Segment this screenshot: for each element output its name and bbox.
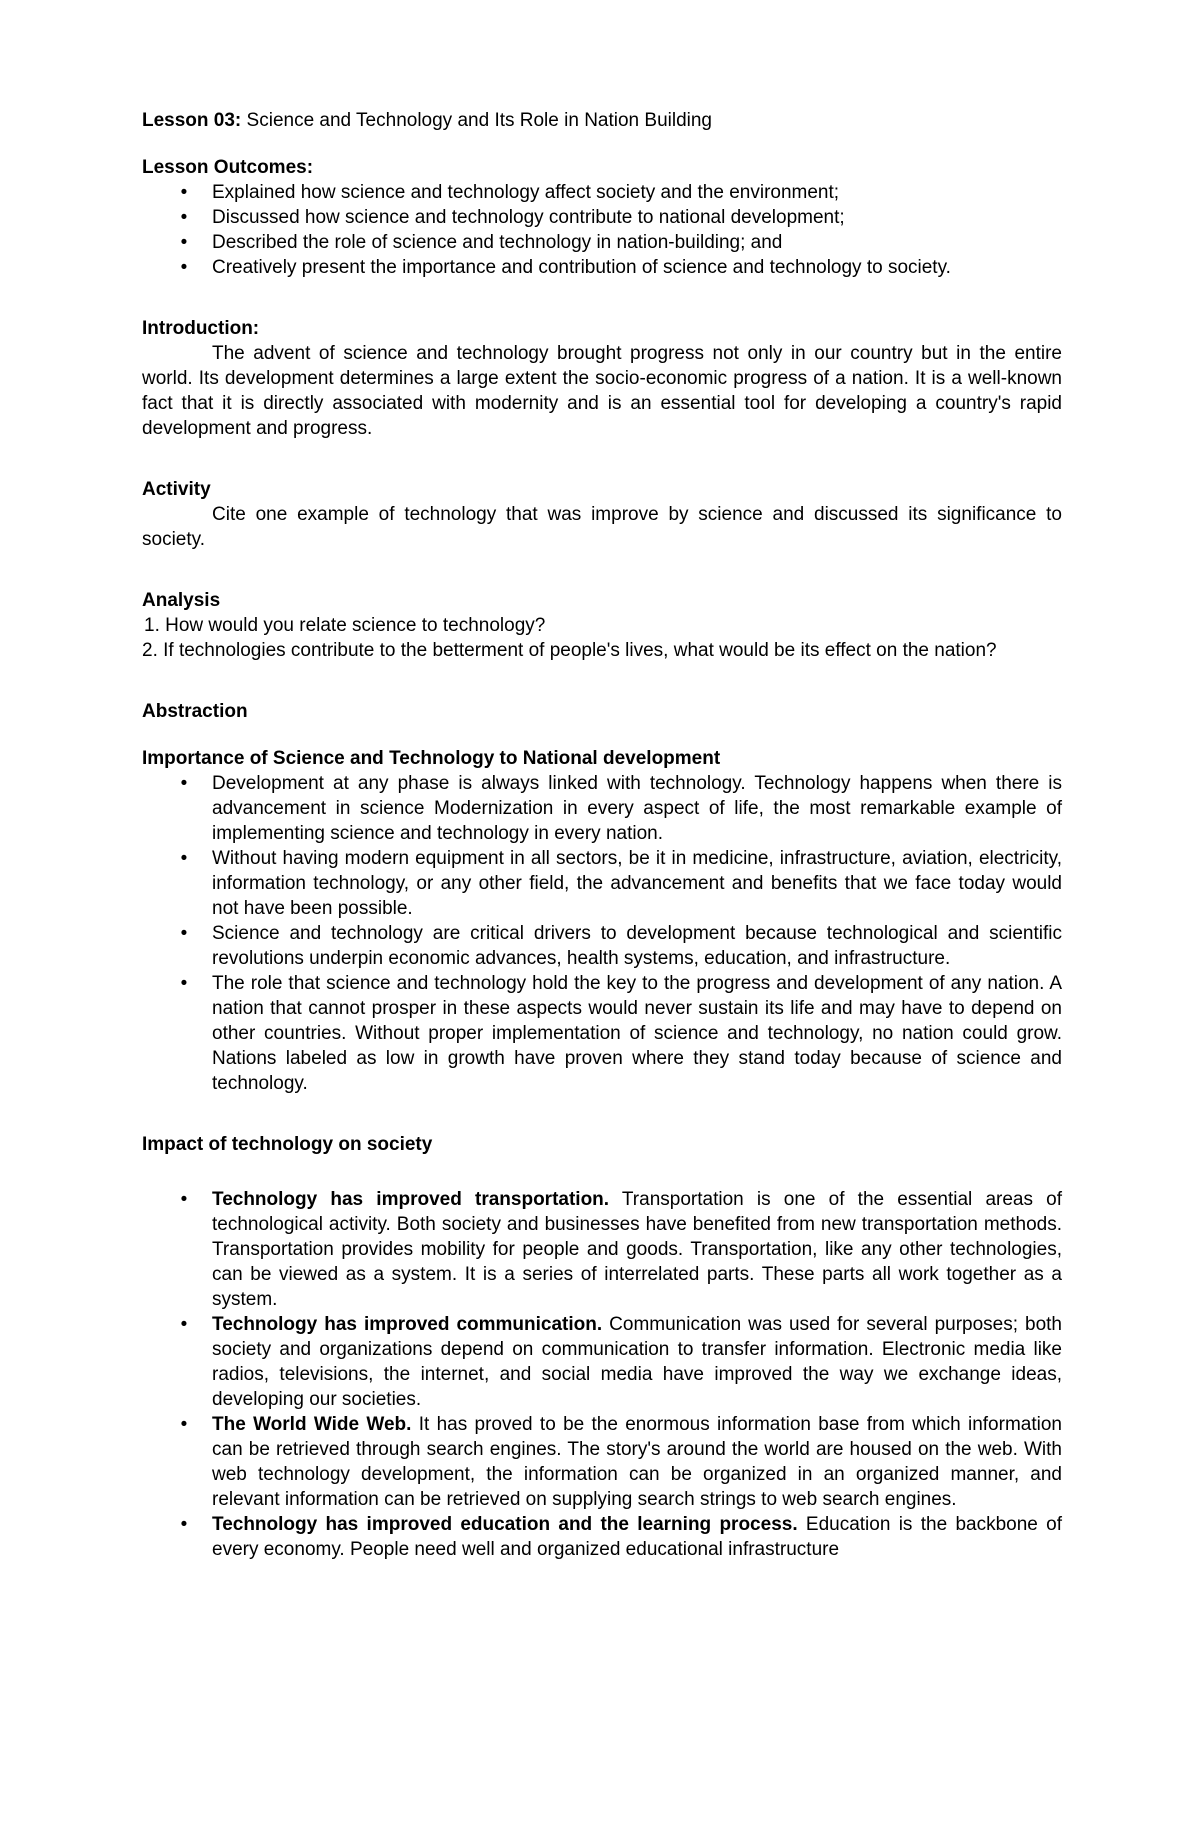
list-item: • Technology has improved communication. Communication was used for several purposes; both society and organizations depend on communication to transfer information. Electronic media like radios, televisions, the internet, and social media have improved the way we exchange ideas, developing our societies. [212, 1312, 1062, 1412]
document-page [142, 108, 1062, 1562]
impact-list [142, 1187, 1062, 1562]
bullet-icon: • [180, 207, 188, 228]
list-item: • The World Wide Web. It has proved to be the enormous information base from which information can be retrieved through search engines. The story's around the world are housed on the web. With web technology development, the information can be organized in an organized manner, and relevant information can be retrieved on supplying search strings to web search engines. [212, 1412, 1062, 1512]
importance-heading: Importance of Science and Technology to National development [142, 748, 721, 769]
lesson-label: Lesson 03: [142, 110, 242, 131]
activity-heading: Activity [142, 479, 211, 500]
bullet-icon: • [180, 773, 188, 794]
impact-lead: Technology has improved education and the learning process. [212, 1514, 798, 1535]
outcomes-list [142, 180, 1062, 280]
list-item: • Development at any phase is always linked with technology. Technology happens when there is advancement in science Modernization in every aspect of life, the most remarkable example of implementing science and technology in every nation. [212, 771, 1062, 846]
impact-heading: Impact of technology on society [142, 1134, 433, 1155]
lesson-title-line [142, 108, 1062, 133]
list-item: • Discussed how science and technology contribute to national development; [212, 205, 1062, 230]
activity-text: Cite one example of technology that was improve by science and discussed its significance to society. [142, 504, 1062, 550]
bullet-icon: • [180, 1189, 188, 1210]
analysis-question-1: 1. How would you relate science to technology? [144, 615, 546, 636]
impact-lead: Technology has improved transportation. [212, 1189, 610, 1210]
bullet-icon: • [180, 923, 188, 944]
list-item: • Creatively present the importance and contribution of science and technology to society. [212, 255, 1062, 280]
abstraction-heading: Abstraction [142, 701, 248, 722]
list-item: • Explained how science and technology affect society and the environment; [212, 180, 1062, 205]
list-item: • Science and technology are critical drivers to development because technological and scientific revolutions underpin economic advances, health systems, education, and infrastructure. [212, 921, 1062, 971]
analysis-question-2: 2. If technologies contribute to the betterment of people's lives, what would be its effect on the nation? [142, 640, 997, 661]
analysis-heading: Analysis [142, 590, 221, 611]
bullet-icon: • [180, 1414, 188, 1435]
bullet-icon: • [180, 973, 188, 994]
list-item: • Technology has improved education and the learning process. Education is the backbone of every economy. People need well and organized educational infrastructure [212, 1512, 1062, 1562]
lesson-title: Science and Technology and Its Role in Nation Building [246, 110, 713, 131]
bullet-icon: • [180, 232, 188, 253]
list-item: • Described the role of science and technology in nation-building; and [212, 230, 1062, 255]
bullet-icon: • [180, 182, 188, 203]
impact-lead: Technology has improved communication. [212, 1314, 603, 1335]
list-item: • The role that science and technology hold the key to the progress and development of any nation. A nation that cannot prosper in these aspects would never sustain its life and may have to depend on other countries. Without proper implementation of science and technology, no nation could grow. Nations labeled as low in growth have proven where they stand today because of science and technology. [212, 971, 1062, 1096]
bullet-icon: • [180, 848, 188, 869]
bullet-icon: • [180, 257, 188, 278]
introduction-heading: Introduction: [142, 318, 260, 339]
list-item: • Technology has improved transportation. Transportation is one of the essential areas of technological activity. Both society and businesses have benefited from new transportation methods. Transportation provides mobility for people and goods. Transportation, like any other technologies, can be viewed as a system. It is a series of interrelated parts. These parts all work together as a system. [212, 1187, 1062, 1312]
importance-list [142, 771, 1062, 1096]
outcomes-heading: Lesson Outcomes: [142, 157, 314, 178]
list-item: • Without having modern equipment in all sectors, be it in medicine, infrastructure, aviation, electricity, information technology, or any other field, the advancement and benefits that we face today would not have been possible. [212, 846, 1062, 921]
bullet-icon: • [180, 1314, 188, 1335]
impact-lead: The World Wide Web. [212, 1414, 412, 1435]
bullet-icon: • [180, 1514, 188, 1535]
introduction-text: The advent of science and technology brought progress not only in our country but in the entire world. Its development determines a large extent the socio-economic progress of a nation. It is a well-known fact that it is directly associated with modernity and is an essential tool for developing a country's rapid development and progress. [142, 343, 1062, 439]
